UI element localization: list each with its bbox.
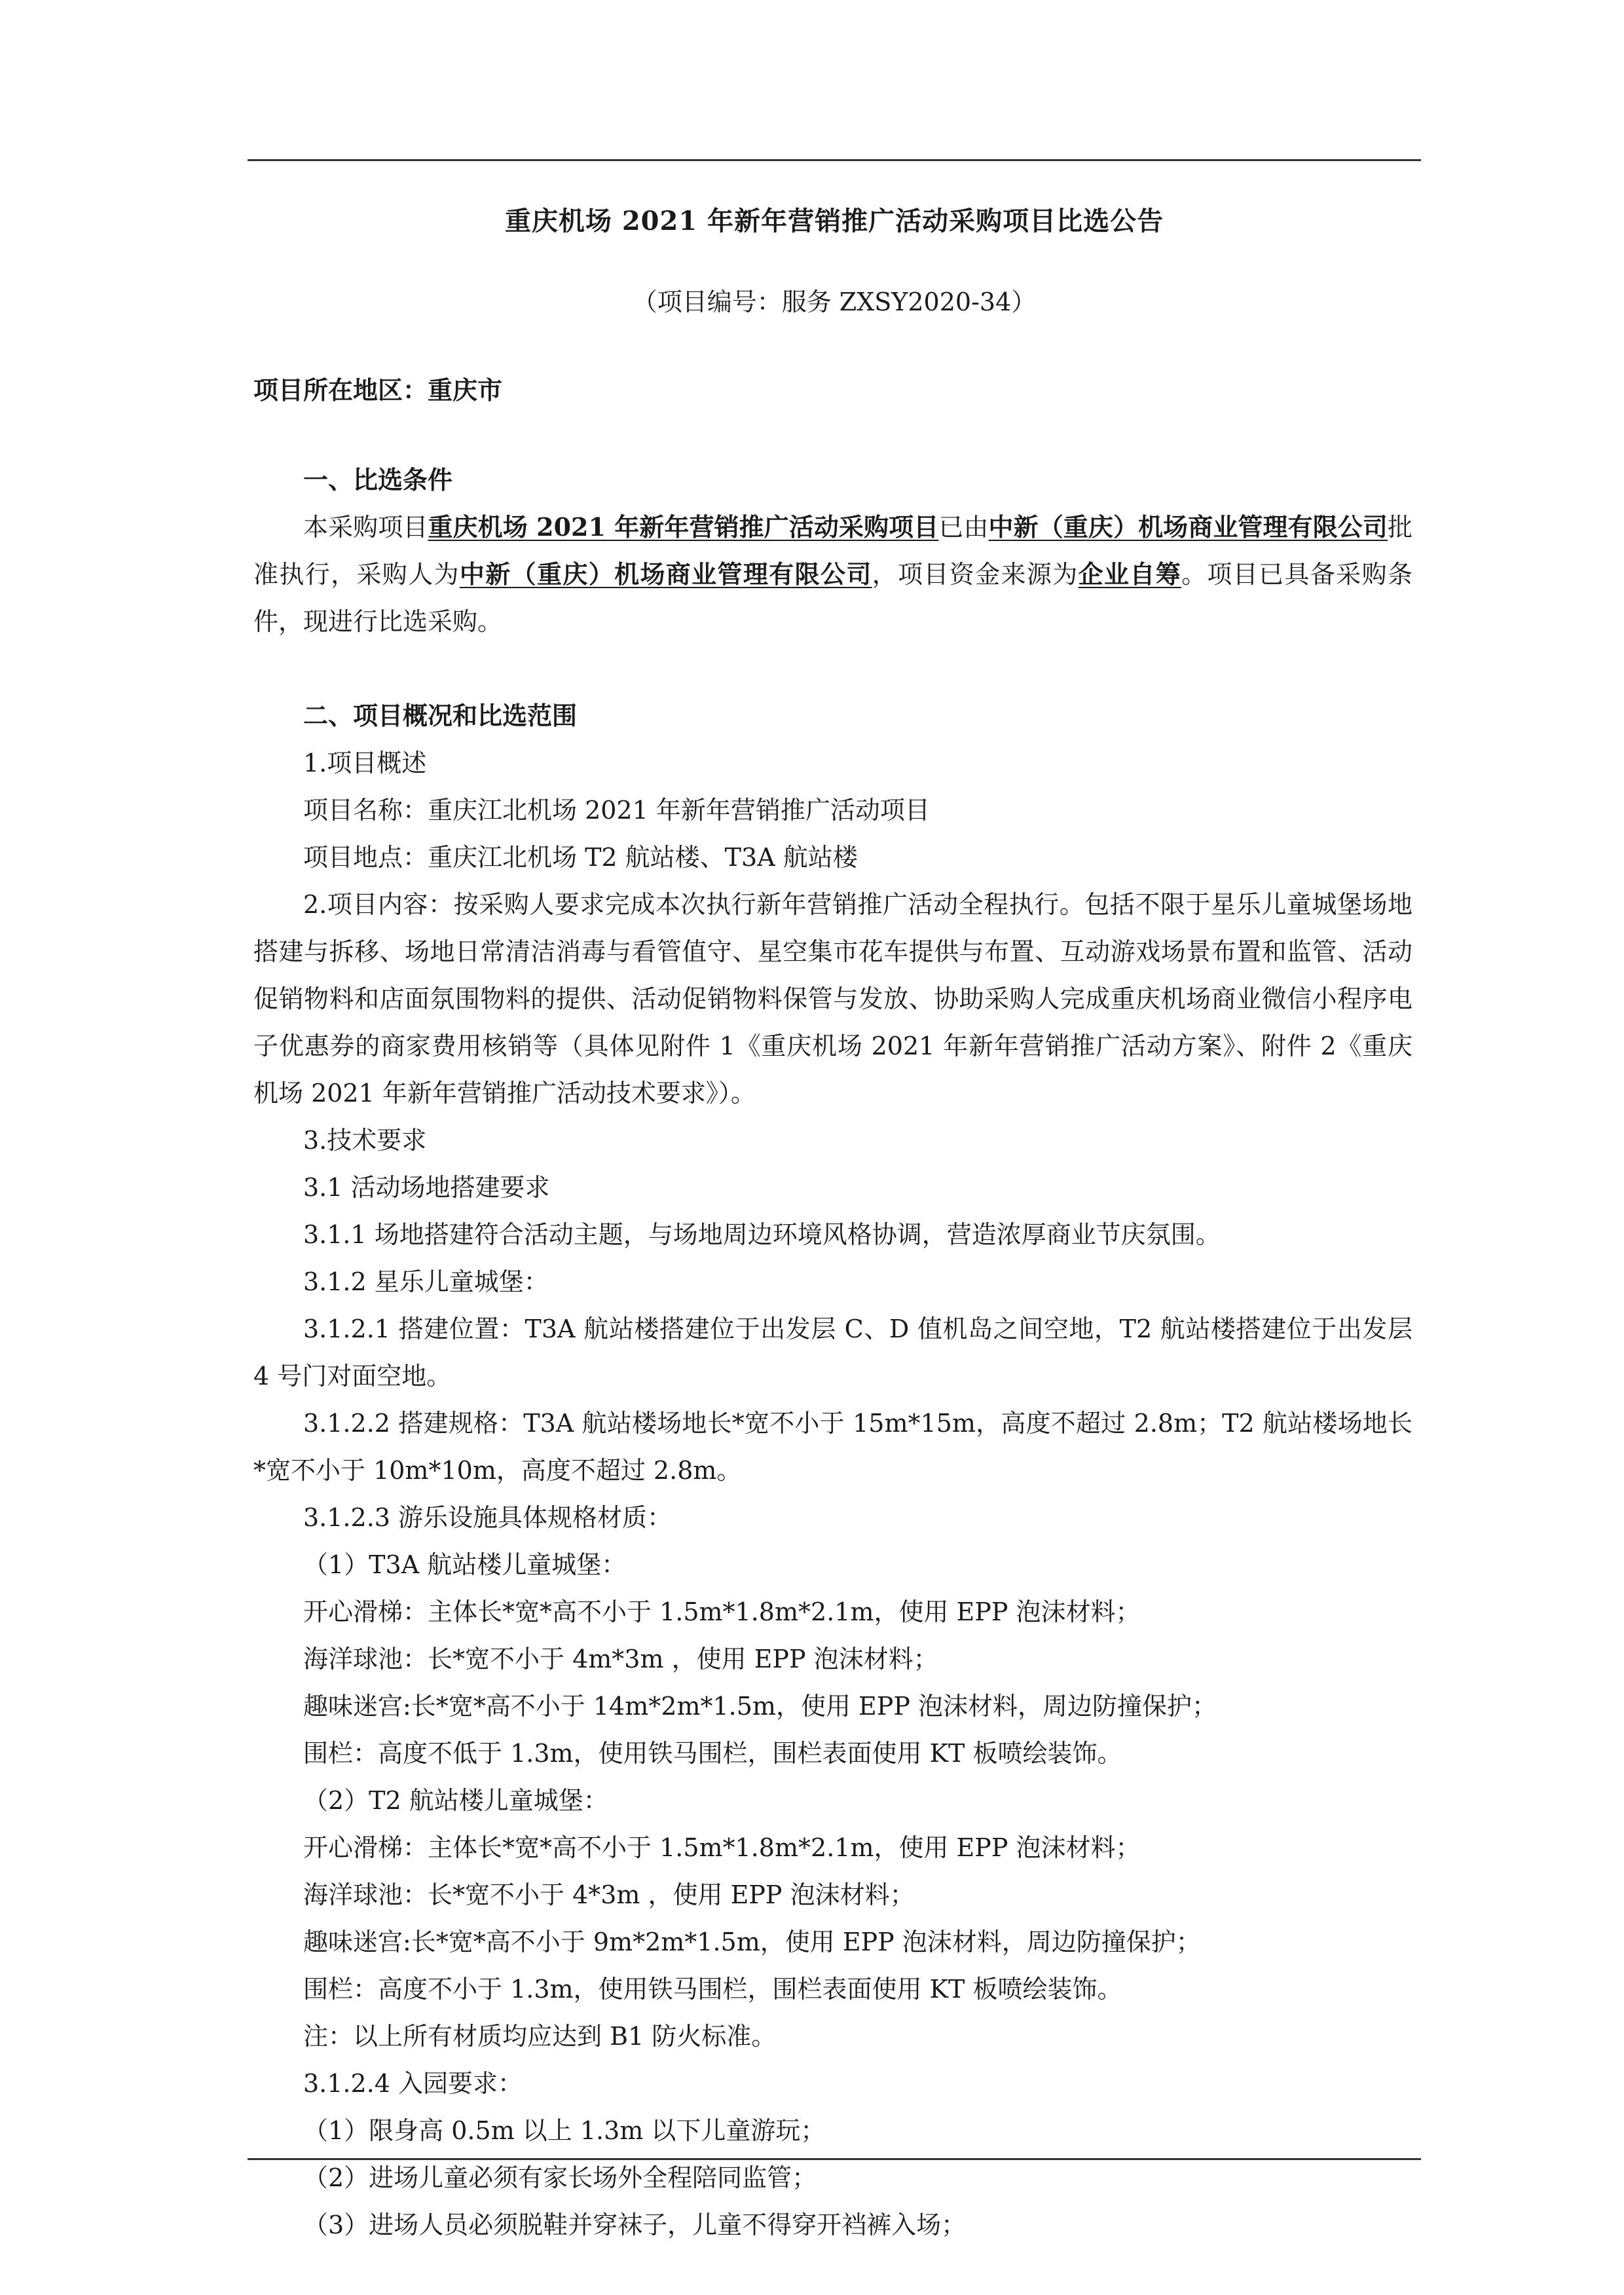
header-rule [248,159,1421,161]
line-20: 趣味迷宫:长*宽*高不小于 9m*2m*1.5m，使用 EPP 泡沫材料，周边防撞保护； [303,1928,1201,1956]
line-14: 海洋球池：长*宽不小于 4m*3m ，使用 EPP 泡沫材料； [303,1645,938,1673]
project-name-underlined: 重庆机场 2021 年新年营销推广活动采购项目 [428,512,939,542]
purchaser-underlined: 中新（重庆）机场商业管理有限公司 [459,559,872,589]
text-span: 批准执行，采购人为 [253,513,1412,589]
text-span: 本采购项目 [303,513,428,542]
line-2: 项目名称：重庆江北机场 2021 年新年营销推广活动项目 [303,796,930,825]
line-9: 3.1.2.1 搭建位置：T3A 航站楼搭建位于出发层 C、D 值机岛之间空地，T2 航站楼搭建位于出发层 4 号门对面空地。 [253,1315,1412,1390]
line-5: 3.技术要求 [303,1126,427,1155]
line-3: 项目地点：重庆江北机场 T2 航站楼、T3A 航站楼 [303,843,858,872]
project-region: 项目所在地区：重庆市 [253,375,503,405]
line-23: 3.1.2.4 入园要求： [303,2069,523,2098]
line-8: 3.1.2 星乐儿童城堡： [303,1267,549,1296]
line-19: 海洋球池：长*宽不小于 4*3m ，使用 EPP 泡沫材料； [303,1880,915,1909]
line-16: 围栏：高度不低于 1.3m，使用铁马围栏，围栏表面使用 KT 板喷绘装饰。 [303,1739,1122,1768]
line-6: 3.1 活动场地搭建要求 [303,1173,550,1202]
line-11: 3.1.2.3 游乐设施具体规格材质： [303,1503,673,1532]
line-25: （2）进场儿童必须有家长场外全程陪同监管； [303,2163,817,2192]
project-number: （项目编号：服务 ZXSY2020-34） [632,288,1037,316]
fund-source-underlined: 企业自筹 [1078,559,1182,589]
document-body [253,457,1412,2248]
line-1: 1.项目概述 [303,749,427,777]
section-1-paragraph [253,504,1412,645]
footer-rule [248,2158,1421,2160]
section-heading-1: 一、比选条件 [303,465,453,494]
spacer [253,645,1412,692]
line-10: 3.1.2.2 搭建规格：T3A 航站楼场地长*宽不小于 15m*15m，高度不超过 2.8m；T2 航站楼场地长*宽不小于 10m*10m，高度不超过 2.8m。 [253,1409,1412,1485]
line-17: （2）T2 航站楼儿童城堡： [303,1786,608,1815]
line-15: 趣味迷宫:长*宽*高不小于 14m*2m*1.5m，使用 EPP 泡沫材料，周边防撞保护； [303,1692,1217,1721]
line-12: （1）T3A 航站楼儿童城堡： [303,1550,627,1579]
text-span: 已由 [938,513,989,542]
line-13: 开心滑梯：主体长*宽*高不小于 1.5m*1.8m*2.1m，使用 EPP 泡沫材料； [303,1597,1141,1626]
approver-underlined: 中新（重庆）机场商业管理有限公司 [988,512,1388,542]
line-4: 2.项目内容：按采购人要求完成本次执行新年营销推广活动全程执行。包括不限于星乐儿童城堡场地搭建与拆移、场地日常清洁消毒与看管值守、星空集市花车提供与布置、互动游戏场景布置和监管、活动促销物料和店面氛围物料的提供、活动促销物料保管与发放、协助采购人完成重庆机场商业微信小程序电子优惠券的商家费用核销等（具体见附件 1《重庆机场 2021 年新年营销推广活动方案》、附件 2《重庆机场 2021 年新年营销推广活动技术要求》）。 [253,890,1412,1108]
line-7: 3.1.1 场地搭建符合活动主题，与场地周边环境风格协调，营造浓厚商业节庆氛围。 [303,1220,1221,1249]
line-24: （1）限身高 0.5m 以上 1.3m 以下儿童游玩； [303,2116,826,2145]
text-span: ，项目资金来源为 [872,560,1079,589]
line-26: （3）进场人员必须脱鞋并穿袜子，儿童不得穿开裆裤入场； [303,2211,967,2239]
line-18: 开心滑梯：主体长*宽*高不小于 1.5m*1.8m*2.1m，使用 EPP 泡沫材料； [303,1833,1141,1862]
line-21: 围栏：高度不小于 1.3m，使用铁马围栏，围栏表面使用 KT 板喷绘装饰。 [303,1975,1122,2004]
line-22: 注：以上所有材质均应达到 B1 防火标准。 [303,2022,777,2051]
text-span: 。项目已具备采购条件，现进行比选采购。 [253,560,1412,636]
document-title: 重庆机场 2021 年新年营销推广活动采购项目比选公告 [504,206,1164,236]
section-heading-2: 二、项目概况和比选范围 [303,701,578,730]
